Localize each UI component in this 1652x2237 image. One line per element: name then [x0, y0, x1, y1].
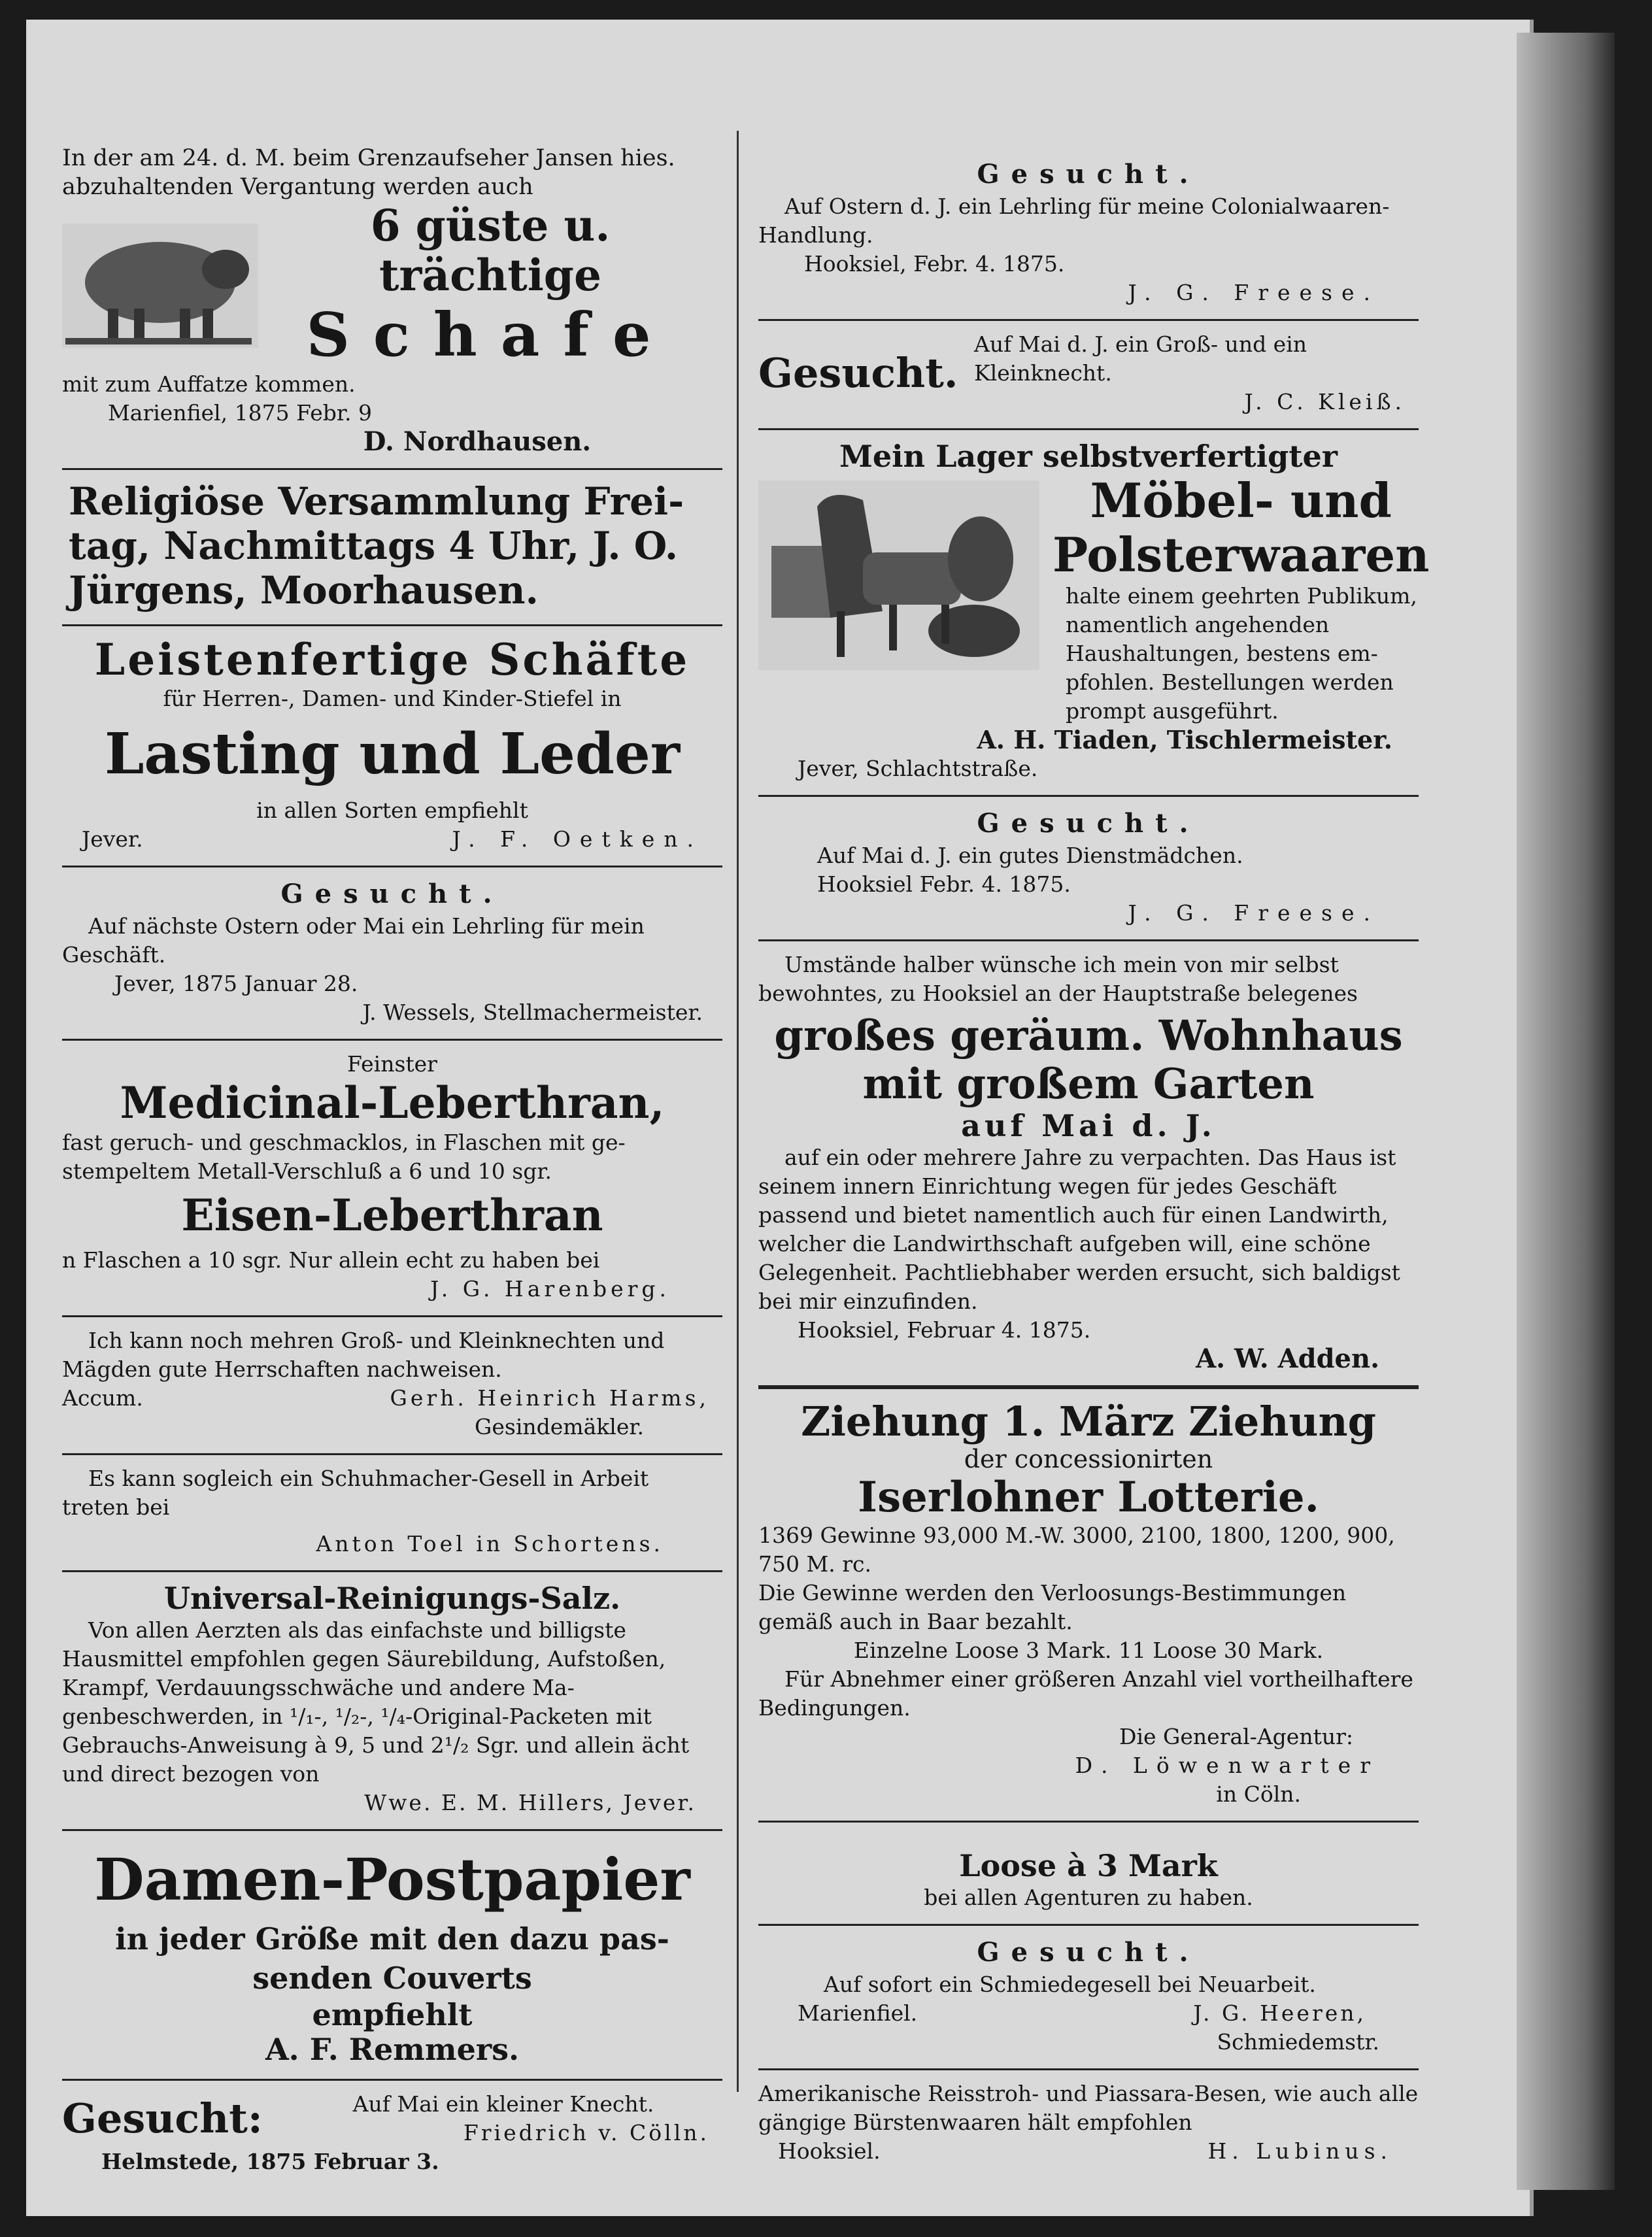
- ad-leberthran-name: J. G. Harenberg.: [430, 1276, 670, 1302]
- ad-besen: [758, 2070, 1419, 2178]
- ad-knechte-place: Accum.: [62, 1385, 143, 1411]
- ad-salz-head: Universal-Reinigungs-Salz.: [163, 1581, 621, 1617]
- ad-schaefte-head: Leistenfertige Schäfte: [94, 633, 690, 685]
- ad-knecht-coelln-place: Helmstede, 1875 Februar 3.: [101, 2149, 439, 2174]
- ad-schaefte-sub: für Herren-, Damen- und Kinder-Stiefel in: [163, 686, 622, 712]
- ad-besen-name: H. Lubinus.: [1207, 2138, 1392, 2164]
- ad-moebel: [758, 430, 1430, 797]
- ad-knecht-coelln-text: Auf Mai ein kleiner Knecht.: [352, 2091, 654, 2117]
- ad-leberthran-text2: n Flaschen a 10 sgr. Nur allein echt zu haben bei: [62, 1247, 600, 1273]
- ad-schaefte-place: Jever.: [82, 826, 143, 852]
- ad-schmied-name: J. G. Heeren,: [1193, 2000, 1366, 2027]
- ad-moebel-big2: Polsterwaaren: [1053, 526, 1430, 582]
- ad-versammlung-text: Religiöse Versammlung Freitag, Nachmittags 4 Uhr, J. O. Jürgens, Moorhausen.: [69, 479, 684, 613]
- ad-lehrling-wessels-text: Auf nächste Ostern oder Mai ein Lehrling für mein Geschäft.: [62, 913, 645, 968]
- ad-knechte: [62, 1317, 722, 1455]
- column-divider: [737, 131, 739, 2092]
- ad-wohnhaus-big2: mit großem Garten: [862, 1060, 1315, 1109]
- ad-lotterie-big: Iserlohner Lotterie.: [858, 1472, 1319, 1522]
- right-column: [758, 131, 1430, 2178]
- ad-lotterie-text4: Für Abnehmer einer größeren Anzahl viel vortheilhaftere Bedingungen.: [758, 1666, 1413, 1721]
- ad-schaefte: [62, 626, 722, 868]
- ad-moebel-big1: Möbel- und: [1090, 472, 1392, 528]
- ad-knecht-coelln: [62, 2081, 722, 2188]
- ad-knecht-coelln-title: Gesucht:: [62, 2094, 263, 2143]
- ad-postpapier-head: Damen-Postpapier: [94, 1845, 690, 1914]
- ad-besen-place: Hooksiel.: [778, 2138, 881, 2164]
- ad-knechte-name: Gerh. Heinrich Harms,: [390, 1385, 709, 1411]
- ad-lehrling-freese: [758, 131, 1419, 321]
- ad-schuhmacher: [62, 1455, 722, 1572]
- ad-moebel-name: A. H. Tiaden, Tischlermeister.: [977, 725, 1392, 755]
- ad-lehrling-freese-title: Gesucht.: [977, 159, 1200, 190]
- ad-schafe-name: D. Nordhausen.: [363, 426, 592, 457]
- ad-lotterie-city: in Cöln.: [1216, 1781, 1301, 1808]
- ad-leberthran-pre: Feinster: [347, 1051, 437, 1077]
- ad-schafe-head2: Schafe: [306, 299, 675, 370]
- ad-salz-name: Wwe. E. M. Hillers, Jever.: [364, 1790, 696, 1816]
- ad-moebel-place: Jever, Schlachtstraße.: [798, 756, 1038, 782]
- ad-moebel-text: halte einem geehrten Publikum, namentlich angehenden Haushaltungen, bestens empfohlen. Bestellungen werden prompt ausgeführt.: [1066, 583, 1417, 724]
- ad-lehrling-wessels-name: J. Wessels, Stellmachermeister.: [362, 1000, 703, 1026]
- ad-dienstmaedchen: [758, 797, 1419, 941]
- ad-schuhmacher-text: Es kann sogleich ein Schuhmacher-Gesell in Arbeit treten bei: [62, 1466, 649, 1521]
- ad-schafe-line: mit zum Auffatze kommen.: [62, 371, 356, 397]
- ad-knechte-role: Gesindemäkler.: [475, 1414, 644, 1440]
- ad-lotterie-text: 1369 Gewinne 93,000 M.-W. 3000, 2100, 1800, 1200, 900, 750 M. rc.: [758, 1522, 1395, 1577]
- ad-knechte-text: Ich kann noch mehren Groß- und Kleinknechten und Mägden gute Herrschaften nachweisen.: [62, 1328, 665, 1383]
- ad-loose-text: bei allen Agenturen zu haben.: [924, 1885, 1253, 1911]
- ad-dienstmaedchen-title: Gesucht.: [977, 808, 1200, 839]
- ad-wohnhaus: [758, 941, 1419, 1387]
- ad-postpapier-text: in jeder Größe mit den dazu passenden Couverts: [115, 1921, 669, 1996]
- ad-lehrling-wessels-place: Jever, 1875 Januar 28.: [114, 971, 358, 997]
- ad-leberthran-head2: Eisen-Leberthran: [181, 1190, 603, 1241]
- ad-postpapier-line: empfiehlt: [312, 1997, 473, 2033]
- ad-wohnhaus-text: auf ein oder mehrere Jahre zu verpachten. Das Haus ist seinem innern Einrichtung wegen für jedes Geschäft passend und bietet namentlich auch für einen Landwirth, welcher die Landwirthschaft aufgeben will, eine schöne Gelegenheit. Pachtliebhaber werden ersucht, sich baldigst bei mir einzufinden.: [758, 1144, 1400, 1314]
- ad-grossknecht-name: J. C. Kleiß.: [1244, 389, 1406, 414]
- ad-schuhmacher-name: Anton Toel in Schortens.: [316, 1531, 664, 1557]
- ad-salz: [62, 1572, 722, 1831]
- ad-lotterie: [758, 1387, 1419, 1823]
- ad-grossknecht-text: Auf Mai d. J. ein Groß- und ein Kleinknecht.: [974, 331, 1307, 386]
- ad-dienstmaedchen-place: Hooksiel Febr. 4. 1875.: [817, 871, 1071, 898]
- ad-schmied-title: Gesucht.: [977, 1937, 1200, 1968]
- ad-loose: [758, 1823, 1419, 1926]
- ad-leberthran-head: Medicinal-Leberthran,: [120, 1077, 665, 1129]
- ad-wohnhaus-intro: Umstände halber wünsche ich mein von mir selbst bewohntes, zu Hooksiel an der Hauptstraße belegenes: [758, 952, 1358, 1007]
- ad-postpapier-name: A. F. Remmers.: [265, 2032, 520, 2068]
- ad-lotterie-text3: Einzelne Loose 3 Mark. 11 Loose 30 Mark.: [853, 1638, 1324, 1664]
- ad-grossknecht: [758, 321, 1419, 430]
- ad-schmied-role: Schmiedemstr.: [1217, 2029, 1379, 2055]
- left-column: [62, 131, 722, 2188]
- ad-wohnhaus-place: Hooksiel, Februar 4. 1875.: [798, 1317, 1091, 1343]
- ad-leberthran-text: fast geruch- und geschmacklos, in Flaschen mit gestempeltem Metall-Verschluß a 6 und 10 sgr.: [62, 1130, 626, 1185]
- ad-wohnhaus-name: A. W. Adden.: [1196, 1343, 1379, 1374]
- ad-wohnhaus-big3: auf Mai d. J.: [961, 1107, 1216, 1143]
- ad-lotterie-agency: Die General-Agentur:: [1119, 1724, 1353, 1750]
- ad-schafe: [62, 131, 722, 470]
- ad-postpapier: [62, 1831, 722, 2081]
- ad-schafe-place: Marienfiel, 1875 Febr. 9: [108, 399, 372, 426]
- ad-lehrling-wessels: [62, 867, 722, 1041]
- ad-schmied: [758, 1926, 1419, 2070]
- ad-knecht-coelln-name: Friedrich v. Cölln.: [463, 2120, 709, 2145]
- ad-salz-text: Von allen Aerzten als das einfachste und billigste Hausmittel empfohlen gegen Säurebildung, Aufstoßen, Krampf, Verdauungsschwäche und andere Magenbeschwerden, in ¹/₁-, ¹/₂-, ¹/₄-Original-Packeten mit Gebrauchs-Anweisung à 9, 5 und 2¹/₂ Sgr. und allein ächt und direct bezogen von: [62, 1617, 690, 1787]
- ad-schmied-text: Auf sofort ein Schmiedegesell bei Neuarbeit.: [824, 1972, 1316, 1998]
- ad-lotterie-head: Ziehung 1. März Ziehung: [801, 1397, 1376, 1445]
- ad-schmied-place: Marienfiel.: [798, 2000, 918, 2027]
- ad-versammlung: [62, 470, 722, 626]
- furniture-illustration: [758, 480, 1039, 670]
- ad-wohnhaus-big1: großes geräum. Wohnhaus: [774, 1011, 1403, 1061]
- ad-lotterie-sub: der concessionirten: [964, 1444, 1213, 1473]
- ad-lotterie-text2: Die Gewinne werden den Verloosungs-Bestimmungen gemäß auch in Baar bezahlt.: [758, 1580, 1347, 1635]
- ad-dienstmaedchen-name: J. G. Freese.: [1128, 900, 1379, 926]
- ad-dienstmaedchen-text: Auf Mai d. J. ein gutes Dienstmädchen.: [817, 843, 1243, 869]
- ad-leberthran: [62, 1041, 722, 1317]
- ad-lehrling-wessels-title: Gesucht.: [280, 879, 504, 910]
- ad-lehrling-freese-name: J. G. Freese.: [1128, 280, 1379, 305]
- ad-loose-head: Loose à 3 Mark: [959, 1848, 1218, 1884]
- sheep-illustration: [62, 224, 258, 348]
- ad-schafe-head1: 6 güste u. trächtige: [370, 200, 611, 301]
- ad-lotterie-name: D. Löwenwarter: [1075, 1753, 1379, 1779]
- ad-grossknecht-title: Gesucht.: [758, 349, 958, 397]
- ad-schafe-intro: In der am 24. d. M. beim Grenzaufseher Jansen hies. abzuhaltenden Vergantung werden auch: [62, 145, 675, 200]
- ad-lehrling-freese-place: Hooksiel, Febr. 4. 1875.: [804, 251, 1065, 277]
- ad-besen-text: Amerikanische Reisstroh- und Piassara-Besen, wie auch alle gängige Bürstenwaaren hält empfohlen: [758, 2081, 1419, 2136]
- ad-lehrling-freese-text: Auf Ostern d. J. ein Lehrling für meine Colonialwaaren-Handlung.: [758, 193, 1390, 248]
- ad-schaefte-name: J. F. Oetken.: [452, 826, 703, 852]
- ad-schaefte-line: in allen Sorten empfiehlt: [256, 798, 528, 824]
- page-edges: [1517, 33, 1615, 2190]
- ad-schaefte-big: Lasting und Leder: [104, 721, 681, 788]
- ad-moebel-head: Mein Lager selbstverfertigter: [839, 439, 1338, 474]
